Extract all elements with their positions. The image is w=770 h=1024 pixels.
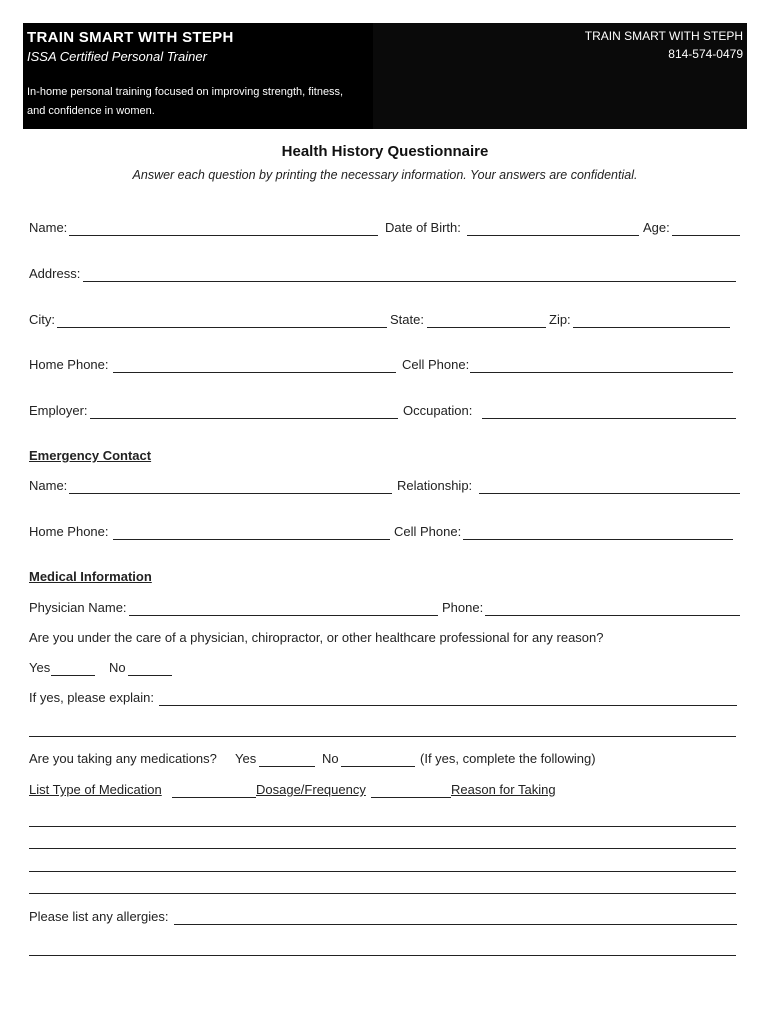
page-subtitle: Answer each question by printing the necessary information. Your answers are confidential. bbox=[132, 168, 638, 182]
city-label: City: bbox=[29, 312, 55, 327]
medication-line-2[interactable] bbox=[29, 848, 736, 849]
explain-field-line-2[interactable] bbox=[29, 736, 736, 737]
emergency-contact-heading: Emergency Contact bbox=[29, 448, 152, 463]
care-no-label: No bbox=[109, 660, 126, 675]
medications-question-text: Are you taking any medications? bbox=[29, 751, 217, 766]
occupation-field[interactable] bbox=[482, 418, 736, 419]
relationship-label: Relationship: bbox=[397, 478, 473, 493]
state-field[interactable] bbox=[427, 327, 546, 328]
emergency-home-phone-field[interactable] bbox=[113, 539, 390, 540]
emergency-home-phone-label: Home Phone: bbox=[29, 524, 109, 539]
allergies-field-line-2[interactable] bbox=[29, 955, 736, 956]
medications-yes-label: Yes bbox=[235, 751, 257, 766]
medication-line-3[interactable] bbox=[29, 871, 736, 872]
occupation-label: Occupation: bbox=[403, 403, 473, 418]
physician-phone-field[interactable] bbox=[485, 615, 740, 616]
column-dosage-underline bbox=[371, 797, 451, 798]
cell-phone-field[interactable] bbox=[470, 372, 733, 373]
row-phones bbox=[29, 357, 740, 375]
certification-text: ISSA Certified Personal Trainer bbox=[27, 49, 207, 64]
cell-phone-label: Cell Phone: bbox=[402, 357, 470, 372]
physician-phone-label: Phone: bbox=[442, 600, 484, 615]
row-city-state-zip bbox=[29, 312, 740, 330]
row-explain bbox=[29, 690, 740, 708]
zip-label: Zip: bbox=[549, 312, 571, 327]
emergency-cell-phone-label: Cell Phone: bbox=[394, 524, 462, 539]
name-field[interactable] bbox=[69, 235, 378, 236]
row-care-yes-no bbox=[29, 660, 740, 678]
city-field[interactable] bbox=[57, 327, 387, 328]
emergency-cell-phone-field[interactable] bbox=[463, 539, 733, 540]
row-address bbox=[29, 266, 740, 284]
care-yes-field[interactable] bbox=[51, 675, 95, 676]
home-phone-label: Home Phone: bbox=[29, 357, 109, 372]
employer-field[interactable] bbox=[90, 418, 398, 419]
medications-yes-field[interactable] bbox=[259, 766, 315, 767]
medication-line-1[interactable] bbox=[29, 826, 736, 827]
explain-field[interactable] bbox=[159, 705, 737, 706]
medications-note: (If yes, complete the following) bbox=[420, 751, 596, 766]
header-left-panel bbox=[23, 23, 373, 129]
row-name-dob-age bbox=[29, 220, 740, 238]
explain-label: If yes, please explain: bbox=[29, 690, 155, 705]
dob-label: Date of Birth: bbox=[385, 220, 461, 235]
age-field[interactable] bbox=[672, 235, 740, 236]
column-reason-for-taking: Reason for Taking bbox=[451, 782, 556, 797]
care-no-field[interactable] bbox=[128, 675, 172, 676]
emergency-name-field[interactable] bbox=[69, 493, 392, 494]
column-medication-type-underline bbox=[172, 797, 256, 798]
brand-name: TRAIN SMART WITH STEPH bbox=[27, 29, 234, 46]
care-question-text: Are you under the care of a physician, chiropractor, or other healthcare professional for any reason? bbox=[29, 630, 604, 645]
age-label: Age: bbox=[643, 220, 670, 235]
header-banner bbox=[23, 23, 747, 129]
name-label: Name: bbox=[29, 220, 68, 235]
home-phone-field[interactable] bbox=[113, 372, 396, 373]
zip-field[interactable] bbox=[573, 327, 730, 328]
row-employer bbox=[29, 403, 740, 421]
physician-field[interactable] bbox=[129, 615, 438, 616]
business-description: In-home personal training focused on improving strength, fitness, and confidence in women. bbox=[27, 86, 344, 117]
medical-information-heading: Medical Information bbox=[29, 569, 152, 584]
contact-phone: 814-574-0479 bbox=[668, 47, 743, 61]
column-medication-type: List Type of Medication bbox=[29, 782, 162, 797]
relationship-field[interactable] bbox=[479, 493, 740, 494]
state-label: State: bbox=[390, 312, 424, 327]
row-emergency-phones bbox=[29, 524, 740, 542]
medications-no-field[interactable] bbox=[341, 766, 415, 767]
medications-no-label: No bbox=[322, 751, 339, 766]
medication-line-4[interactable] bbox=[29, 893, 736, 894]
dob-field[interactable] bbox=[467, 235, 639, 236]
row-medications-question bbox=[29, 751, 740, 769]
header-contact bbox=[585, 29, 743, 61]
row-physician bbox=[29, 600, 740, 618]
row-care-question bbox=[29, 630, 740, 648]
address-label: Address: bbox=[29, 266, 81, 281]
row-emergency-name bbox=[29, 478, 740, 496]
allergies-field[interactable] bbox=[174, 924, 737, 925]
column-dosage-frequency: Dosage/Frequency bbox=[256, 782, 366, 797]
physician-label: Physician Name: bbox=[29, 600, 127, 615]
page-title: Health History Questionnaire bbox=[281, 143, 489, 160]
row-medication-columns bbox=[29, 782, 740, 800]
emergency-name-label: Name: bbox=[29, 478, 68, 493]
brand-name-right: TRAIN SMART WITH STEPH bbox=[584, 29, 743, 43]
care-yes-label: Yes bbox=[29, 660, 51, 675]
allergies-label: Please list any allergies: bbox=[29, 909, 169, 924]
row-allergies bbox=[29, 909, 740, 927]
address-field[interactable] bbox=[83, 281, 736, 282]
employer-label: Employer: bbox=[29, 403, 88, 418]
